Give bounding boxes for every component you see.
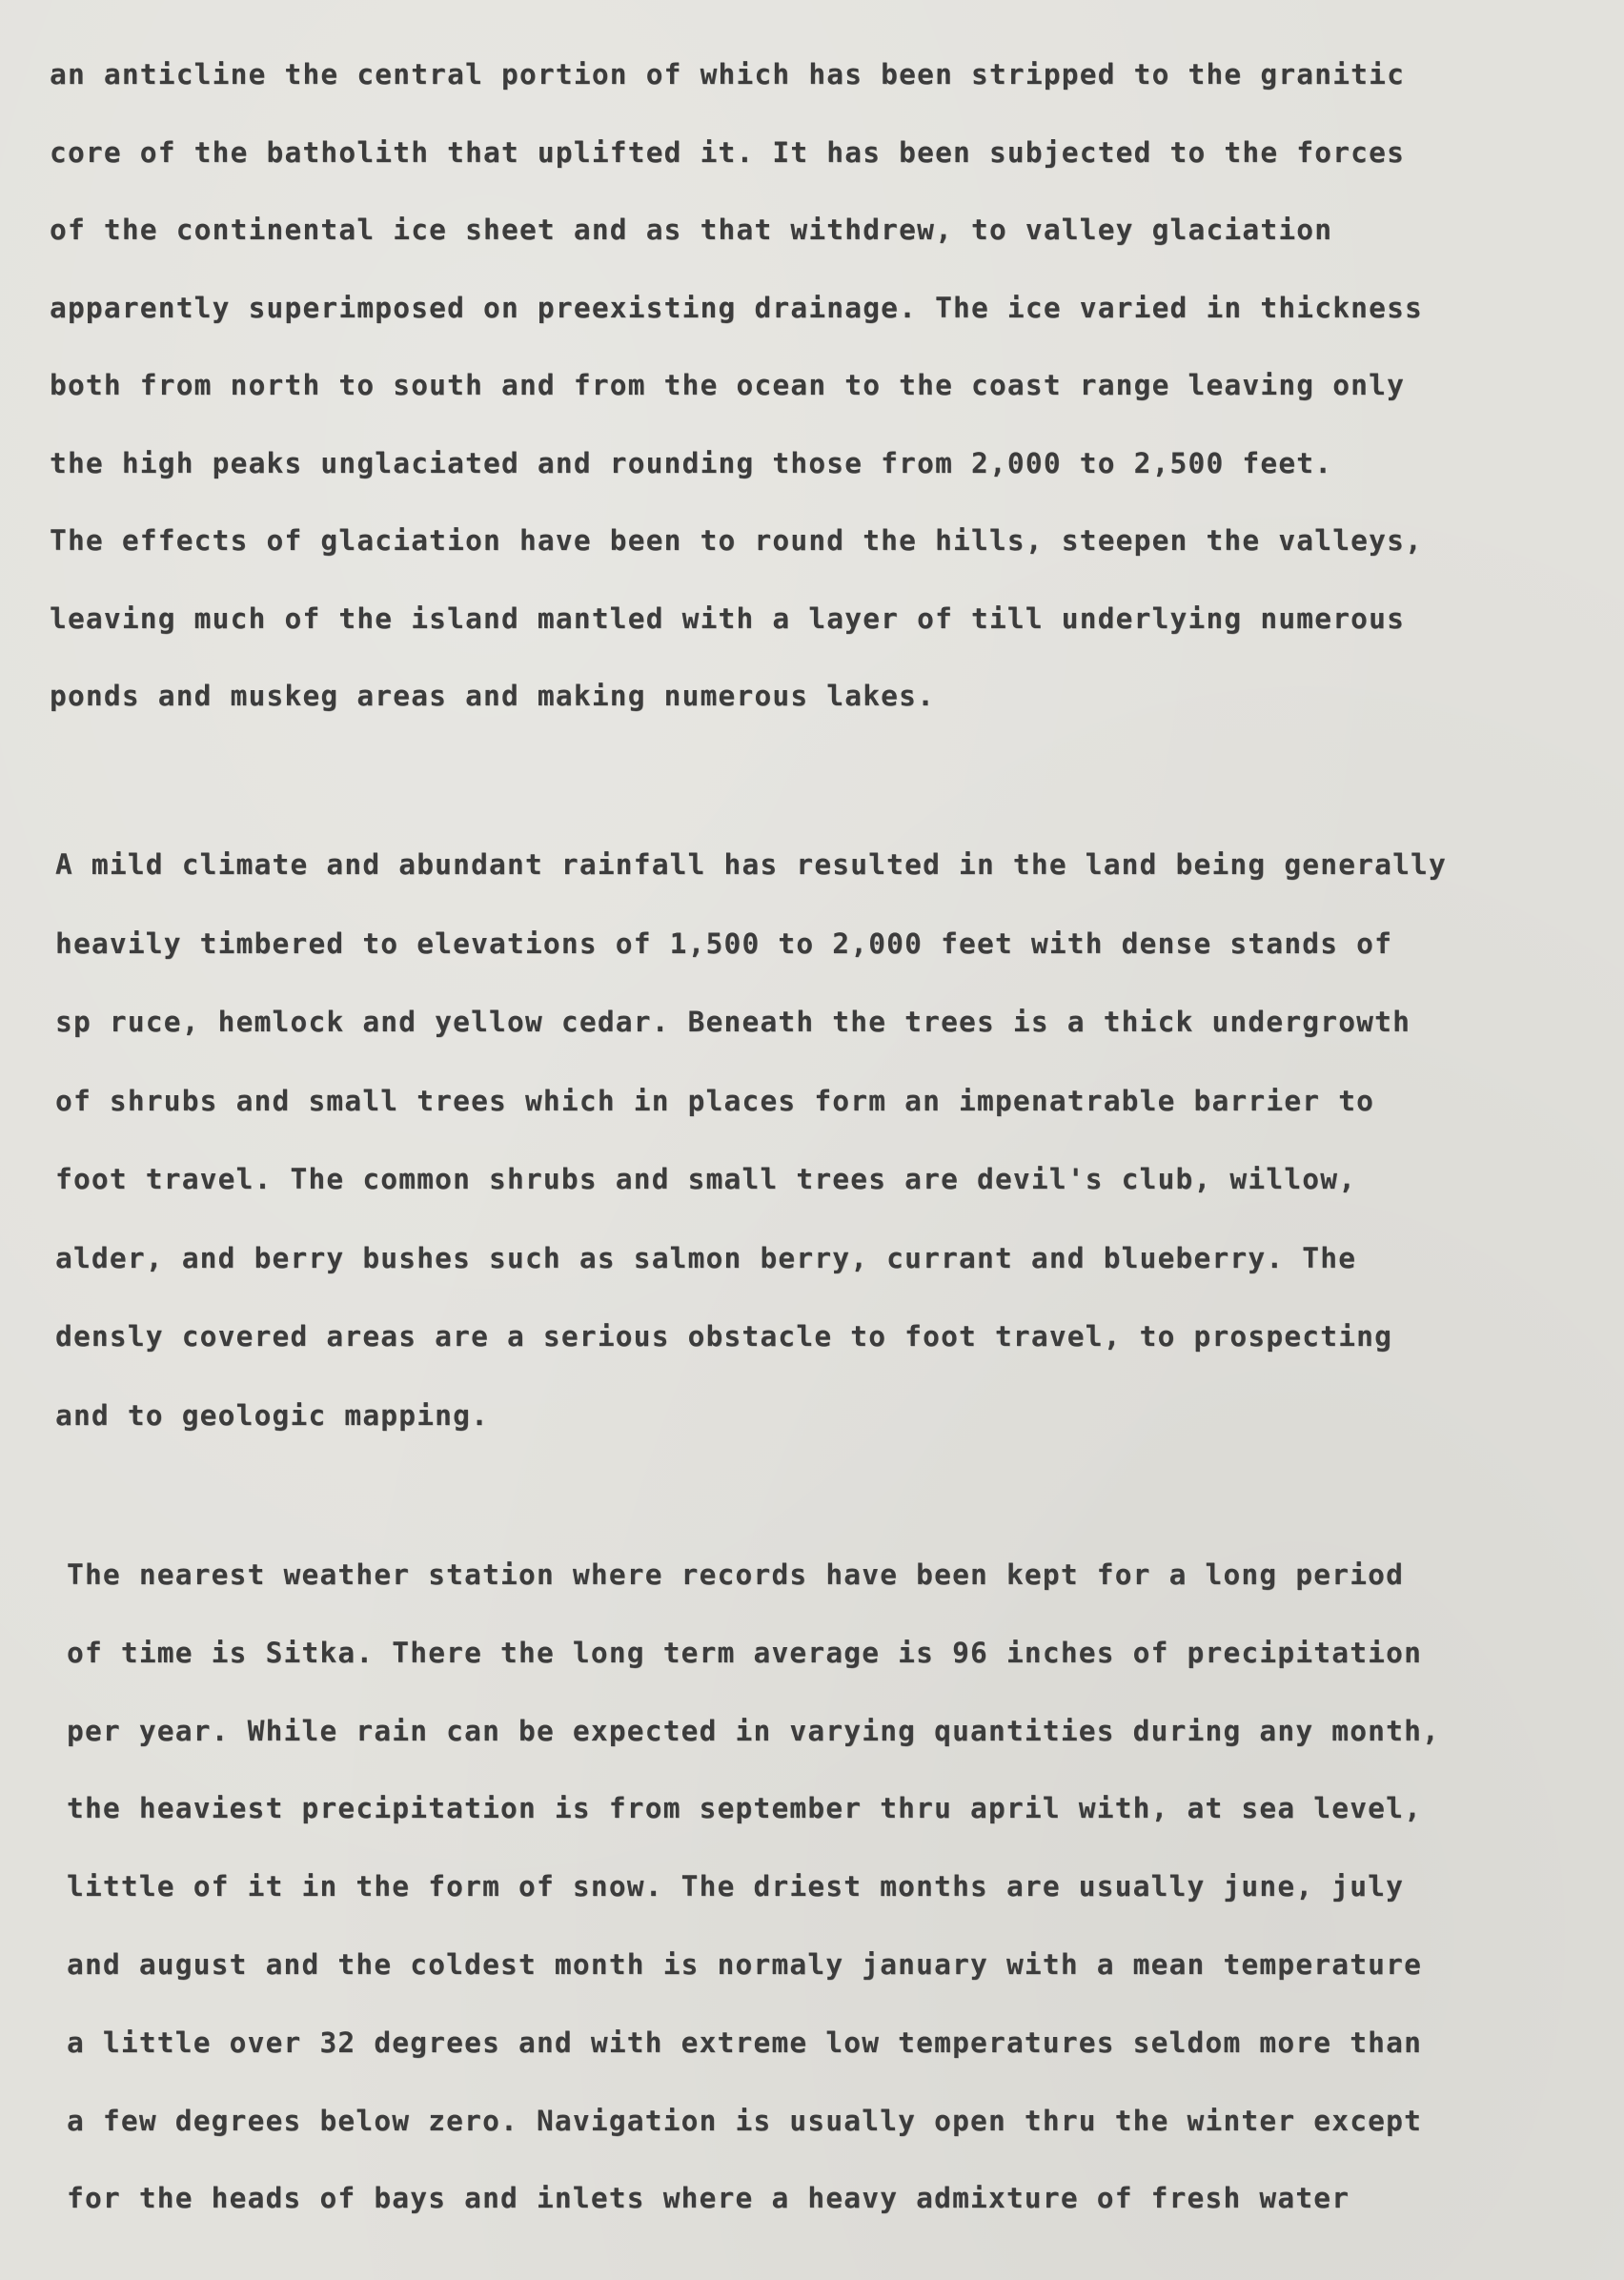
text-line: of shrubs and small trees which in places form an impenatrable barrier to: [55, 1084, 1375, 1117]
text-line: of time is Sitka. There the long term average is 96 inches of precipitation: [67, 1636, 1423, 1669]
text-line: per year. While rain can be expected in varying quantities during any month,: [67, 1714, 1440, 1747]
text-line: The effects of glaciation have been to round the hills, steepen the valleys,: [50, 524, 1423, 557]
text-line: foot travel. The common shrubs and small trees are devil's club, willow,: [55, 1163, 1357, 1195]
text-line: apparently superimposed on preexisting drainage. The ice varied in thickness: [50, 291, 1423, 324]
text-line: heavily timbered to elevations of 1,500 to 2,000 feet with dense stands of: [55, 926, 1393, 960]
paragraph-geology: [50, 36, 1594, 736]
text-line: leaving much of the island mantled with a layer of till underlying numerous: [50, 601, 1406, 635]
text-line: a little over 32 degrees and with extreme low temperatures seldom more than: [67, 2026, 1423, 2059]
text-line: and august and the coldest month is normaly january with a mean temperature: [67, 1947, 1423, 1981]
text-line: both from north to south and from the ocean to the coast range leaving only: [50, 369, 1406, 401]
text-line: an anticline the central portion of which has been stripped to the granitic: [50, 58, 1406, 91]
text-line: A mild climate and abundant rainfall has resulted in the land being generally: [55, 848, 1447, 881]
text-line: sp ruce, hemlock and yellow cedar. Beneath the trees is a thick undergrowth: [55, 1006, 1411, 1038]
text-line: little of it in the form of snow. The driest months are usually june, july: [67, 1870, 1405, 1903]
text-line: ponds and muskeg areas and making numerous lakes.: [50, 680, 936, 712]
text-line: a few degrees below zero. Navigation is usually open thru the winter except: [67, 2104, 1423, 2137]
text-line: for the heads of bays and inlets where a heavy admixture of fresh water: [67, 2182, 1350, 2215]
text-line: the heaviest precipitation is from september thru april with, at sea level,: [67, 1792, 1423, 1825]
text-line: densly covered areas are a serious obstacle to foot travel, to prospecting: [55, 1320, 1393, 1353]
text-line: alder, and berry bushes such as salmon berry, currant and blueberry. The: [55, 1241, 1357, 1274]
text-line: of the continental ice sheet and as that withdrew, to valley glaciation: [50, 214, 1333, 246]
text-line: core of the batholith that uplifted it. It has been subjected to the forces: [50, 135, 1406, 169]
text-line: The nearest weather station where records have been kept for a long period: [67, 1558, 1405, 1591]
text-line: the high peaks unglaciated and rounding those from 2,000 to 2,500 feet.: [50, 446, 1333, 479]
paragraph-climate: [67, 1537, 1611, 2238]
text-line: and to geologic mapping.: [55, 1398, 490, 1432]
paragraph-vegetation: [55, 825, 1599, 1455]
